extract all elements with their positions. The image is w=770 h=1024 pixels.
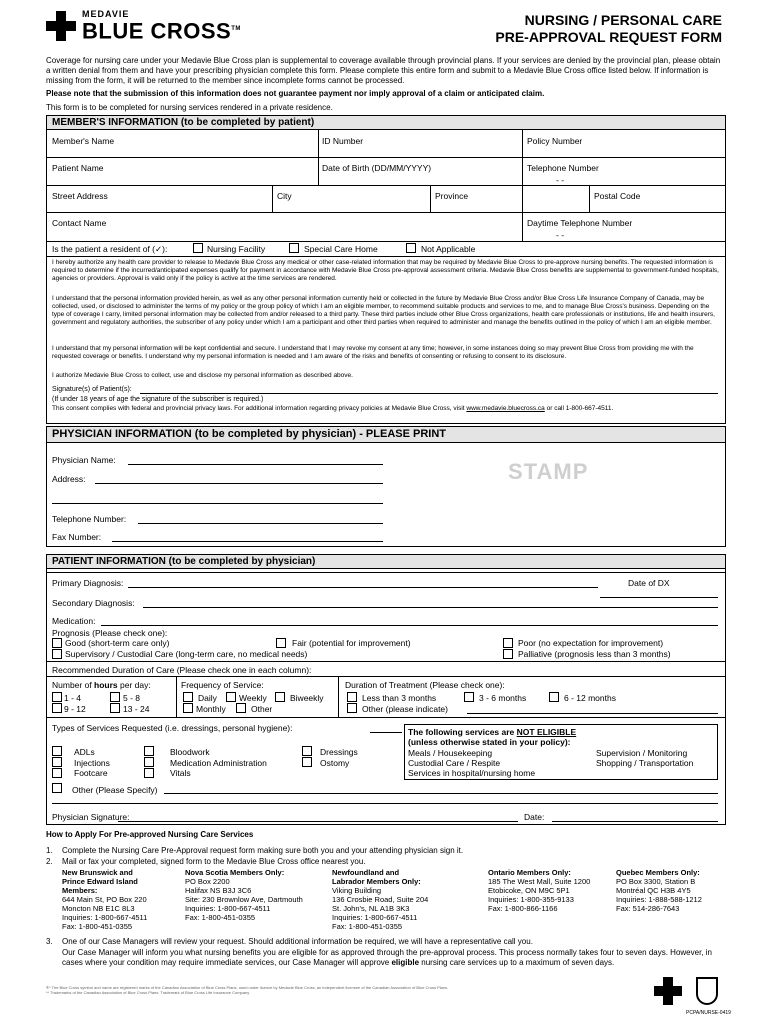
province-field[interactable]: Province [435, 191, 469, 201]
authorize-text: I authorize Medavie Blue Cross to collect, use and disclose my personal information as described above. [52, 372, 353, 379]
medavie-logo [46, 9, 286, 49]
step-1-number: 1. [46, 846, 53, 855]
divider [46, 241, 726, 242]
dur-3-6-checkbox[interactable] [464, 692, 474, 702]
confidential-text: I understand that my personal information will be kept confidential and secure. I understand that I may revoke my consent at any time; however, in some instances doing so may prevent Blue Cross from providing me with the requested coverage or benefits. I understand why my personal information is needed and I am aware of the risks and benefits of consenting or refusing to consent to its disclosure. [52, 345, 694, 360]
duration-treatment-label: Duration of Treatment (Please check one): [345, 680, 505, 690]
divider [272, 185, 273, 212]
duration-question: Recommended Duration of Care (Please check one in each column): [52, 665, 312, 675]
vitals-checkbox[interactable] [144, 768, 154, 778]
city-field[interactable]: City [277, 191, 292, 201]
divider [522, 130, 523, 241]
medadmin-checkbox[interactable] [144, 757, 154, 767]
prognosis-poor-label: Poor (no expectation for improvement) [518, 638, 664, 648]
date-of-dx-line[interactable] [600, 597, 718, 598]
adls-checkbox[interactable] [52, 746, 62, 756]
divider [430, 185, 431, 212]
not-eligible-box [404, 724, 718, 780]
hours-5-8-label: 5 - 8 [123, 693, 141, 703]
dressings-checkbox[interactable] [302, 746, 312, 756]
divider [46, 256, 726, 257]
step-2-number: 2. [46, 857, 53, 866]
divider [46, 572, 726, 573]
signature-note: (If under 18 years of age the signature of the subscriber is required.) [52, 396, 264, 403]
prognosis-good-checkbox[interactable] [52, 638, 62, 648]
intro-private: This form is to be completed for nursing services rendered in a private residence. [46, 103, 333, 112]
dur-3-6-label: 3 - 6 months [479, 693, 527, 703]
divider [318, 130, 319, 185]
nursing-facility-label: Nursing Facility [207, 244, 266, 254]
how-to-apply-title: How to Apply For Pre-approved Nursing Care Services [46, 830, 254, 839]
other-specify-label: Other (Please Specify) [72, 785, 158, 795]
not-eligible-subtitle: (unless otherwise stated in your policy): [408, 737, 571, 747]
prognosis-supervisory-checkbox[interactable] [52, 649, 62, 659]
step-3-detail: Our Case Manager will inform you what nursing benefits you are eligible for as approved through the pre-approval process. This process normally takes four to seven days. However, in cases where your condition may require immediate services, our Case Manager will approve eligible nursing care services up to a maximum of seven days. [62, 948, 712, 967]
physician-address-line-2[interactable] [52, 503, 383, 504]
divider [46, 717, 726, 718]
types-services-label: Types of Services Requested (i.e. dressings, personal hygiene): [52, 723, 293, 733]
step-3-number: 3. [46, 937, 53, 946]
physician-name-line[interactable] [128, 464, 383, 465]
contact-name-field[interactable]: Contact Name [52, 218, 107, 228]
bloodwork-checkbox[interactable] [144, 746, 154, 756]
prognosis-fair-checkbox[interactable] [276, 638, 286, 648]
physician-fax-label: Fax Number: [52, 532, 102, 542]
patient-name-field[interactable]: Patient Name [52, 163, 104, 173]
member-section-header: MEMBER'S INFORMATION (to be completed by patient) [47, 116, 725, 130]
secondary-diagnosis-line[interactable] [143, 607, 718, 608]
office-nb-pei: New Brunswick and Prince Edward Island Members: 644 Main St, PO Box 220 Moncton NB E1C 8L3 Inquiries: 1-800-667-4511 Fax: 1-800-451-0355 [62, 868, 148, 931]
types-services-line[interactable] [370, 732, 402, 733]
step-1-text: Complete the Nursing Care Pre-Approval request form making sure both you and your attending physician sign it. [62, 846, 464, 855]
medication-line[interactable] [101, 625, 718, 626]
title-line1: NURSING / PERSONAL CARE [524, 12, 722, 28]
nursing-facility-checkbox[interactable] [193, 243, 203, 253]
prognosis-palliative-label: Palliative (prognosis less than 3 months) [518, 649, 671, 659]
not-eligible-hospital: Services in hospital/nursing home [408, 768, 536, 778]
services-col3: Dressings Ostomy [320, 747, 358, 768]
freq-biweekly-label: Biweekly [290, 693, 324, 703]
divider [46, 676, 726, 677]
street-address-field[interactable]: Street Address [52, 191, 108, 201]
other-specify-checkbox[interactable] [52, 783, 62, 793]
freq-weekly-checkbox[interactable] [226, 692, 236, 702]
hours-per-day-label: Number of hours per day: [52, 680, 151, 690]
not-eligible-supervision: Supervision / Monitoring [596, 748, 688, 758]
logo-big-text: BLUE CROSS™ [82, 18, 241, 44]
divider [176, 676, 177, 717]
physician-section [46, 426, 726, 547]
special-care-label: Special Care Home [304, 244, 378, 254]
physician-address-line[interactable] [95, 483, 383, 484]
divider [46, 157, 726, 158]
step-2-text: Mail or fax your completed, signed form to the Medavie Blue Cross office nearest you. [62, 857, 366, 866]
patient-signature-line[interactable] [140, 393, 718, 394]
footcare-checkbox[interactable] [52, 768, 62, 778]
not-applicable-checkbox[interactable] [406, 243, 416, 253]
freq-daily-checkbox[interactable] [183, 692, 193, 702]
divider [46, 212, 726, 213]
prognosis-supervisory-label: Supervisory / Custodial Care (long-term care, no medical needs) [65, 649, 308, 659]
prognosis-fair-label: Fair (potential for improvement) [292, 638, 411, 648]
hours-9-12-checkbox[interactable] [52, 703, 62, 713]
consent-text: This consent complies with federal and provincial privacy laws. For additional information regarding privacy policies at Medavie Blue Cross, visit www.medavie.bluecross.ca or call 1-800-667-4511. [52, 405, 614, 412]
physician-name-label: Physician Name: [52, 455, 116, 465]
services-col2: Bloodwork Medication Administration Vitals [170, 747, 267, 778]
privacy-text: I understand that the personal information provided herein, as well as any other personal information currently held or collected in the future by Medavie Blue Cross and/or Blue Cross Life Insurance Company of Canada, may be collected, used, or disclosed to administer the terms of my policy or the group policy of which I am an eligible member, to recommend suitable products and services to me, and to manage Blue Cross's business. Depending on the type of coverage I carry, limited personal information may be collected from and/or released to a third party. These third parties include other Blue Cross organizations, health care professionals or institutions, life and health insurers, government and regulatory authorities, the subscriber of any policy under which I am a participant and other third parties when required to administer and manage the benefits outlined in the policy of which I am an eligible member. [52, 295, 715, 326]
divider [589, 185, 590, 212]
daytime-dashes: - - [556, 230, 565, 240]
date-line[interactable] [552, 821, 718, 822]
ostomy-checkbox[interactable] [302, 757, 312, 767]
footer-fine-print: ®* The Blue Cross symbol and name are registered marks of the Canadian Association of Blue Cross Plans, used under licence by Medavie Blue Cross, an independent licensee of the Canadian Association of Blue Cross Plans. ** Trademarks of the Canadian Association of Blue Cross Plans. Trademark of Blue Cross Life Insurance Company [46, 985, 449, 995]
divider [46, 661, 726, 662]
physician-signature-label: Physician Signature: [52, 812, 130, 822]
hours-13-24-label: 13 - 24 [123, 704, 150, 714]
physician-signature-line[interactable] [118, 821, 518, 822]
dur-less-3-checkbox[interactable] [347, 692, 357, 702]
freq-other-checkbox[interactable] [236, 703, 246, 713]
hours-5-8-checkbox[interactable] [110, 692, 120, 702]
form-title [495, 12, 722, 46]
prognosis-poor-checkbox[interactable] [503, 638, 513, 648]
prognosis-good-label: Good (short-term care only) [65, 638, 170, 648]
blue-cross-logo-icon [46, 11, 76, 41]
secondary-diagnosis-label: Secondary Diagnosis: [52, 598, 135, 608]
dur-6-12-label: 6 - 12 months [564, 693, 616, 703]
freq-daily-label: Daily [198, 693, 217, 703]
freq-other-label: Other [251, 704, 273, 714]
hours-13-24-checkbox[interactable] [110, 703, 120, 713]
other-specify-line[interactable] [164, 793, 718, 794]
office-quebec: Quebec Members Only: PO Box 3300, Station B Montréal QC H3B 4Y5 Inquiries: 1-888-588-1212 Fax: 514-286-7643 [616, 868, 702, 913]
hours-9-12-label: 9 - 12 [64, 704, 86, 714]
primary-diagnosis-line[interactable] [128, 587, 598, 588]
dur-other-checkbox[interactable] [347, 703, 357, 713]
resident-question: Is the patient a resident of (✓): [52, 244, 168, 254]
blue-cross-footer-icon [654, 977, 682, 1005]
policy-number-field[interactable]: Policy Number [527, 136, 583, 146]
logo-small-text: MEDAVIE [82, 9, 130, 19]
not-applicable-label: Not Applicable [421, 244, 476, 254]
patient-section-header: PATIENT INFORMATION (to be completed by physician) [47, 555, 725, 569]
not-eligible-title: The following services are NOT ELIGIBLE [408, 727, 577, 737]
dur-6-12-checkbox[interactable] [549, 692, 559, 702]
medavie-website-link[interactable]: www.medavie.bluecross.ca [466, 405, 545, 412]
id-number-field[interactable]: ID Number [322, 136, 364, 146]
dur-other-line[interactable] [467, 713, 718, 714]
blue-shield-footer-icon [696, 977, 718, 1005]
members-name-field[interactable]: Member's Name [52, 136, 115, 146]
office-newfoundland: Newfoundland and Labrador Members Only: Viking Building 136 Crosbie Road, Suite 204 St. John's, NL A1B 3K3 Inquiries: 1-800-667-4511 Fax: 1-800-451-0355 [332, 868, 429, 931]
form-code: PCPA/NURSE-0419 [686, 1010, 731, 1016]
patient-signature-label: Signature(s) of Patient(s): [52, 386, 132, 393]
freq-monthly-label: Monthly [196, 704, 226, 714]
prognosis-label: Prognosis (Please check one): [52, 628, 168, 638]
step-3-text: One of our Case Managers will review your request. Should additional information be required, we will have a representative call you. [62, 937, 533, 946]
frequency-label: Frequency of Service: [181, 680, 264, 690]
telephone-field[interactable]: Telephone Number [527, 163, 599, 173]
telephone-dashes: - - [556, 175, 565, 185]
physician-section-header: PHYSICIAN INFORMATION (to be completed by physician) - PLEASE PRINT [47, 427, 725, 443]
date-label: Date: [524, 812, 545, 822]
freq-monthly-checkbox[interactable] [183, 703, 193, 713]
dob-field[interactable]: Date of Birth (DD/MM/YYYY) [322, 163, 432, 173]
not-eligible-custodial: Custodial Care / Respite [408, 758, 501, 768]
physician-address-label: Address: [52, 474, 86, 484]
daytime-telephone-field[interactable]: Daytime Telephone Number [527, 218, 633, 228]
hours-1-4-checkbox[interactable] [52, 692, 62, 702]
dur-other-label: Other (please indicate) [362, 704, 448, 714]
office-nova-scotia: Nova Scotia Members Only: PO Box 2200 Halifax NS B3J 3C6 Site: 230 Brownlow Ave, Dartmouth Inquiries: 1-800-667-4511 Fax: 1-800-451-0355 [185, 868, 303, 922]
divider [46, 185, 726, 186]
dur-less-3-label: Less than 3 months [362, 693, 437, 703]
injections-checkbox[interactable] [52, 757, 62, 767]
medication-label: Medication: [52, 616, 96, 626]
special-care-checkbox[interactable] [289, 243, 299, 253]
physician-fax-line[interactable] [112, 541, 383, 542]
not-eligible-meals: Meals / Housekeeping [408, 748, 493, 758]
hours-1-4-label: 1 - 4 [64, 693, 82, 703]
not-eligible-shopping: Shopping / Transportation [596, 758, 694, 768]
intro-note: Please note that the submission of this information does not guarantee payment nor imply approval of a claim or anticipated claim. [46, 89, 545, 98]
office-ontario: Ontario Members Only: 185 The West Mall, Suite 1200 Etobicoke, ON M9C 5P1 Inquiries: 1-800-355-9133 Fax: 1-800-866-1166 [488, 868, 591, 913]
authorization-text: I hereby authorize any health care provider to release to Medavie Blue Cross any medical or other case-related information that may be required by Medavie Blue Cross to pre-approve nursing benefits. The requested information is required to determine if the incurred/anticipated expenses qualify for payment in accordance with Medavie Blue Cross pre-approval assessment criteria. Medavie Blue Cross benefits are supplemental to government-funded hospitals, agencies or providers. Approval is valid only if the policy is active at the time services are rendered. [52, 259, 719, 282]
postal-code-field[interactable]: Postal Code [594, 191, 641, 201]
freq-biweekly-checkbox[interactable] [275, 692, 285, 702]
divider [338, 676, 339, 717]
date-of-dx-label: Date of DX [628, 578, 670, 588]
prognosis-palliative-checkbox[interactable] [503, 649, 513, 659]
primary-diagnosis-label: Primary Diagnosis: [52, 578, 124, 588]
other-specify-line-2[interactable] [52, 803, 718, 804]
freq-weekly-label: Weekly [239, 693, 267, 703]
title-line2: PRE-APPROVAL REQUEST FORM [495, 29, 722, 45]
stamp-area: STAMP [508, 459, 589, 484]
services-col1: ADLs Injections Footcare [74, 747, 110, 778]
physician-telephone-label: Telephone Number: [52, 514, 127, 524]
physician-telephone-line[interactable] [138, 523, 383, 524]
intro-paragraph: Coverage for nursing care under your Medavie Blue Cross plan is supplemental to coverage available through provincial plans. If your services are denied by the provincial plan, please obtain a written denial from them and have your prescribing physician complete this form. Please complete this entire form and submit to a Medavie Blue Cross office listed below. If information is missing from the form, it will be returned to the member since incomplete forms cannot be processed. [46, 56, 721, 85]
